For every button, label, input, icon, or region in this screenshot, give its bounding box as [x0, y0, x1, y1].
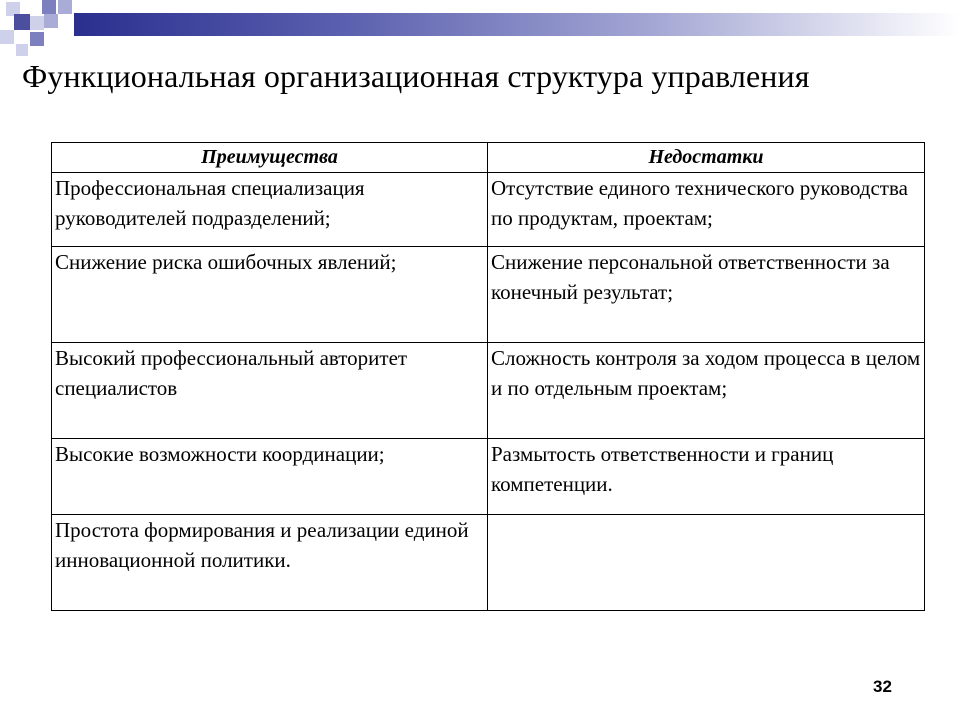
deco-square	[14, 14, 30, 30]
disadvantage-cell: Снижение персональной ответственности за конечный результат;	[488, 247, 925, 343]
advantage-cell: Снижение риска ошибочных явлений;	[52, 247, 488, 343]
deco-square	[30, 32, 44, 46]
table-row	[52, 173, 925, 247]
table-header-row	[52, 143, 925, 173]
header-advantages: Преимущества	[52, 143, 488, 173]
table-row	[52, 515, 925, 611]
advantage-cell: Профессиональная специализация руководителей подразделений;	[52, 173, 488, 247]
header-gradient-bar	[74, 13, 960, 36]
disadvantage-cell: Отсутствие единого технического руководства по продуктам, проектам;	[488, 173, 925, 247]
disadvantage-cell: Размытость ответственности и границ компетенции.	[488, 439, 925, 515]
deco-square	[16, 44, 28, 56]
disadvantage-cell: Сложность контроля за ходом процесса в целом и по отдельным проектам;	[488, 343, 925, 439]
pros-cons-table	[51, 142, 925, 611]
advantage-cell: Высокие возможности координации;	[52, 439, 488, 515]
table-row	[52, 343, 925, 439]
advantage-cell: Высокий профессиональный авторитет специалистов	[52, 343, 488, 439]
table-row	[52, 439, 925, 515]
advantage-cell: Простота формирования и реализации единой инновационной политики.	[52, 515, 488, 611]
deco-square	[42, 0, 56, 14]
table-row	[52, 247, 925, 343]
deco-square	[44, 14, 58, 28]
deco-square	[30, 16, 44, 30]
disadvantage-cell	[488, 515, 925, 611]
deco-square	[58, 0, 72, 14]
header-disadvantages: Недостатки	[488, 143, 925, 173]
deco-square	[0, 30, 14, 44]
slide-title: Функциональная организационная структура управления	[22, 58, 810, 94]
page-number: 32	[873, 677, 892, 696]
decorative-squares	[0, 0, 80, 60]
